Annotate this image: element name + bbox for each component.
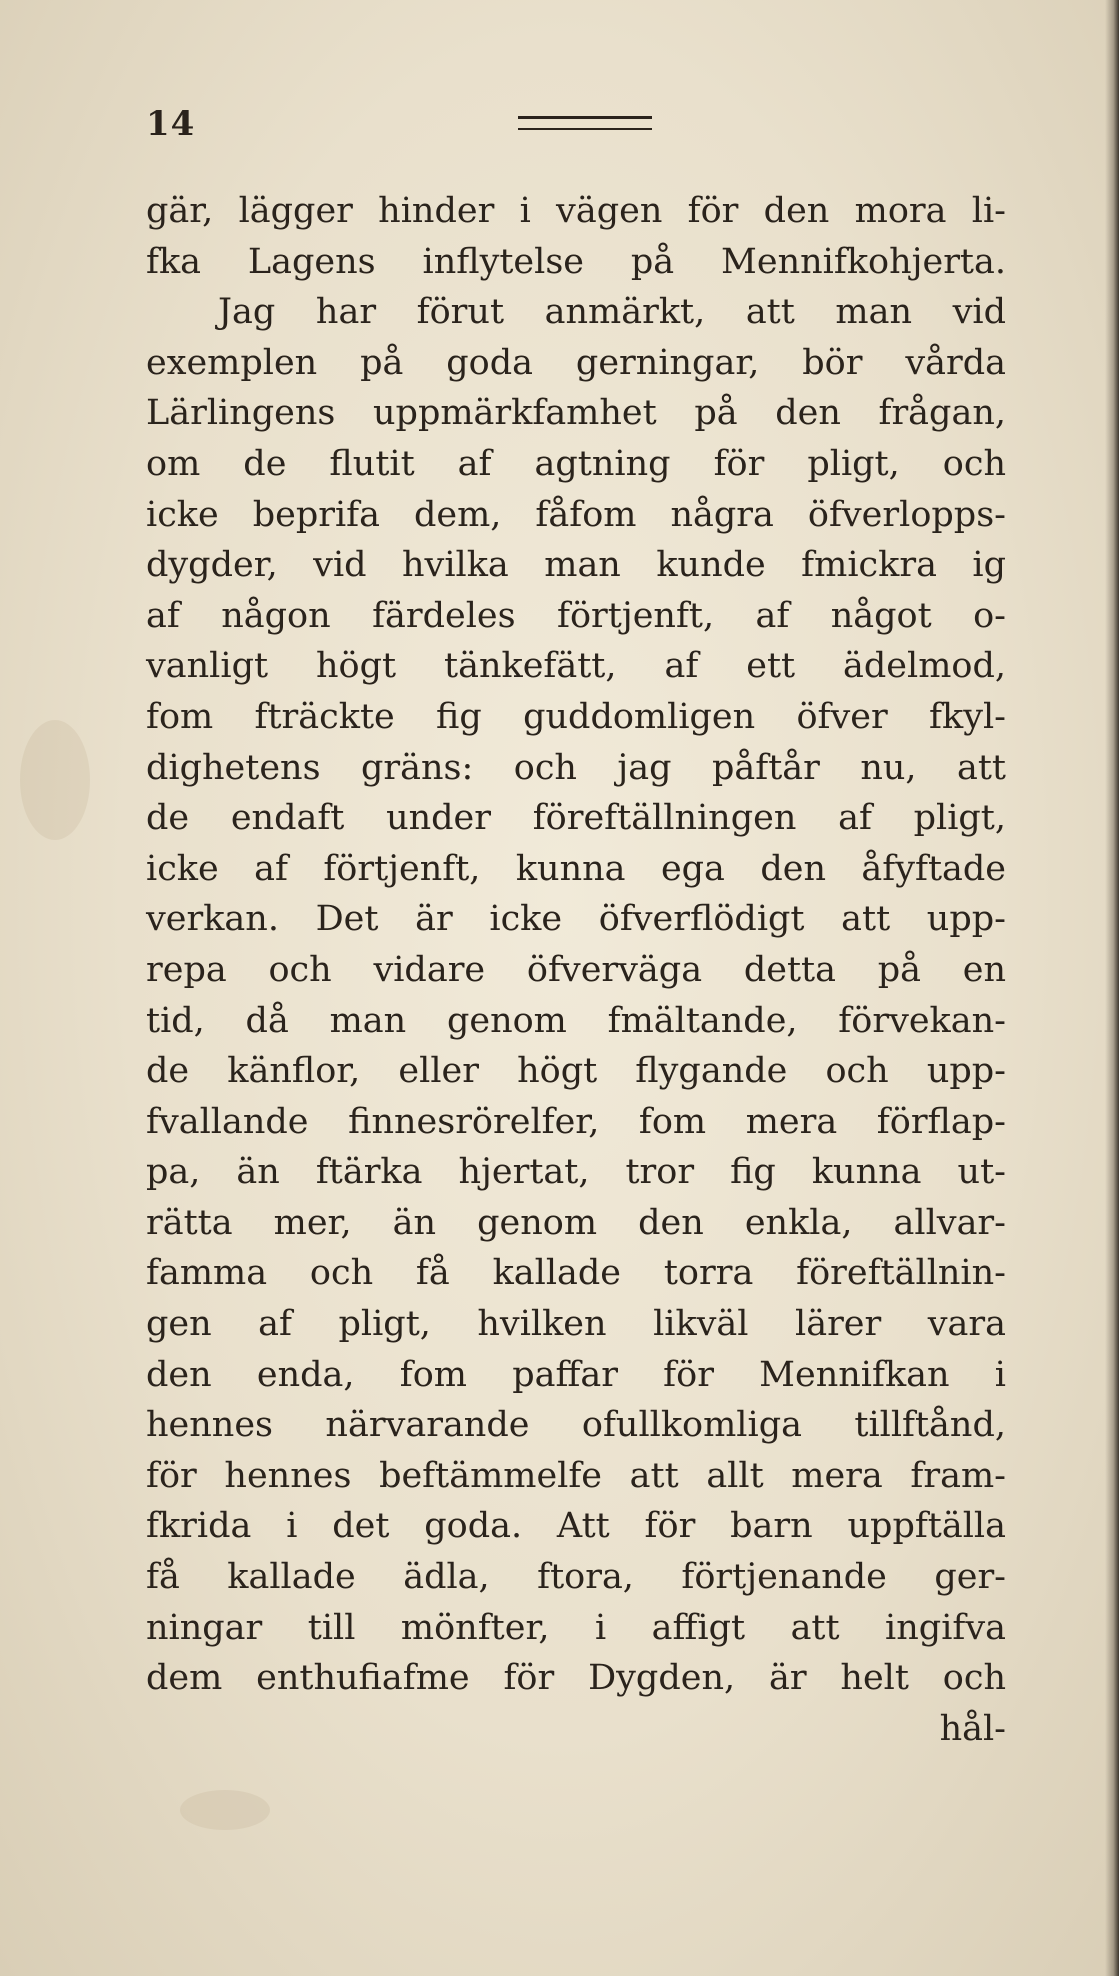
text-line: pa, än ftärka hjertat, tror fig kunna ut-: [146, 1152, 1006, 1193]
text-line: repa och vidare öfverväga detta på en: [146, 949, 1006, 990]
body-text: [146, 186, 1006, 1754]
header-rule: [518, 116, 652, 130]
text-line: icke beprifa dem, fåfom några öfverlopps-: [146, 494, 1006, 535]
text-line: om de flutit af agtning för pligt, och: [146, 443, 1006, 484]
text-line: Lärlingens uppmärkfamhet på den frågan,: [146, 393, 1006, 434]
text-line: fka Lagens inflytelse på Mennifkohjerta.: [146, 241, 1006, 282]
text-line: dygder, vid hvilka man kunde fmickra ig: [146, 545, 1006, 586]
text-line: tid, då man genom fmältande, förvekan-: [146, 1000, 1006, 1041]
text-line: dighetens gräns: och jag påftår nu, att: [146, 747, 1006, 788]
text-line: de känflor, eller högt flygande och upp-: [146, 1051, 1006, 1092]
text-line: fkrida i det goda. Att för barn uppftälla: [146, 1506, 1006, 1547]
text-line: fvallande finnesrörelfer, fom mera förflap-: [146, 1101, 1006, 1142]
text-line: gär, lägger hinder i vägen för den mora li-: [146, 191, 1006, 231]
text-line: rätta mer, än genom den enkla, allvar-: [146, 1202, 1006, 1243]
text-line: den enda, fom paffar för Mennifkan i: [146, 1354, 1006, 1395]
text-line: verkan. Det är icke öfverflödigt att upp-: [146, 899, 1006, 940]
catchword: hål-: [939, 1708, 1006, 1749]
text-line: för hennes beftämmelfe att allt mera fram-: [146, 1455, 1006, 1496]
text-line: fom fträckte fig guddomligen öfver fkyl-: [146, 696, 1006, 737]
text-line: ningar till mönfter, i affigt att ingifva: [146, 1607, 1006, 1648]
text-line: hennes närvarande ofullkomliga tillftånd,: [146, 1405, 1006, 1446]
text-line: famma och få kallade torra föreftällnin-: [146, 1253, 1006, 1294]
text-line: dem enthufiafme för Dygden, är helt och: [146, 1658, 1006, 1699]
paragraph-start-line: Jag har förut anmärkt, att man vid: [218, 292, 1006, 333]
text-line: af någon färdeles förtjenft, af något o-: [146, 595, 1006, 636]
page-edge-shadow: [1105, 0, 1119, 1976]
text-line: gen af pligt, hvilken likväl lärer vara: [146, 1304, 1006, 1345]
text-line: få kallade ädla, ftora, förtjenande ger-: [146, 1557, 1006, 1598]
page-number: 14: [146, 104, 196, 144]
text-line: icke af förtjenft, kunna ega den åfyftade: [146, 848, 1006, 889]
text-line: de endaft under föreftällningen af pligt,: [146, 798, 1006, 839]
paper-stain: [180, 1790, 270, 1830]
text-line: vanligt högt tänkefätt, af ett ädelmod,: [146, 646, 1006, 687]
text-line: exemplen på goda gerningar, bör vårda: [146, 342, 1006, 383]
paper-stain: [20, 720, 90, 840]
